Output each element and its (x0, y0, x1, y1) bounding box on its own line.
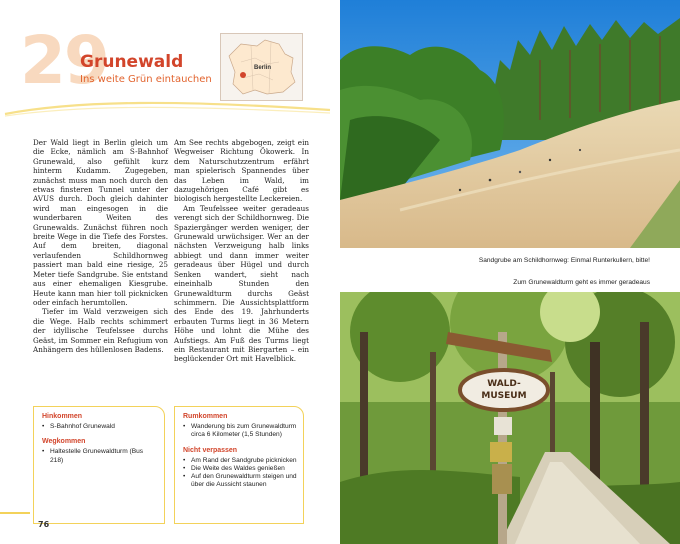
box-list (42, 448, 158, 465)
info-box-travel (33, 406, 165, 524)
chapter-number: 29 (20, 22, 108, 99)
sandpit-image (340, 0, 680, 248)
info-box-tips (174, 406, 304, 524)
caption-forest-path: Zum Grunewaldturm geht es immer geradeaus (513, 279, 650, 286)
caption-sandpit: Sandgrube am Schildhornweg: Einmal Runterkullern, bitte! (478, 257, 650, 264)
page-number: 76 (38, 520, 50, 529)
locator-map (220, 33, 303, 101)
paragraph: Am See rechts abgebogen, zeigt ein Wegweiser Richtung Ökowerk. In dem Naturschutzzentrum erfährt man spielerisch Spannendes über das Leben im Wald, im dazugehörigen Café gibt es biologisch hergestellte Leckereien. (174, 138, 309, 204)
box-list (183, 423, 297, 440)
paragraph: Am Teufelssee weiter geradeaus verengt sich der Schildhornweg. Die Spaziergänger werden weniger, der Grunewald urwüchsiger. Wer an der nächsten Verzweigung halb links abbiegt und dann immer weiter geradeaus über Hügel und durch Senken wandert, sieht nach eineinhalb Stunden den Grunewaldturm durchs Geäst schimmern. Die Aussichtsplattform des Ende des 19. Jahrhunderts erbauten Turms liegt in 36 Metern Höhe und lohnt die Mühe des Aufstiegs. Am Fuß des Turms liegt ein Restaurant mit Biergarten – ein beglückender Ort mit Havelblick. (174, 203, 309, 364)
box-heading: Nicht verpassen (183, 446, 238, 454)
footer-rule (0, 512, 30, 514)
sign-text-line1: WALD- (487, 379, 521, 389)
photo-forest-path (340, 292, 680, 544)
photo-sandpit (340, 0, 680, 248)
forest-path-image (340, 292, 680, 544)
chapter-subtitle: Ins weite Grün eintauchen (80, 74, 212, 85)
list-item: • Wanderung bis zum Grunewaldturm circa 6 Kilometer (1,5 Stunden) (183, 423, 297, 440)
list-item: • Die Weite des Waldes genießen (183, 465, 297, 473)
box-list (42, 423, 158, 431)
box-heading: Rumkommen (183, 413, 228, 420)
chapter-title: Grunewald (80, 52, 184, 72)
paragraph: Tiefer im Wald verzweigen sich die Wege. Halb rechts schimmert der idyllische Teufelssee durchs Geäst, im Sommer ein Refugium von Anhängern des hüllenlosen Badens. (33, 307, 168, 354)
text-column-right (174, 138, 309, 364)
list-item: • Am Rand der Sandgrube picknicken (183, 457, 297, 465)
box-heading: Hinkommen (42, 413, 83, 420)
paragraph: Der Wald liegt in Berlin gleich um die Ecke, nämlich am S-Bahnhof Grunewald, also gefühlt kurz hinterm Kudamm. Zugegeben, zunächst muss man noch durch den etwas finsteren Tunnel unter der AVUS durch. Doch gleich dahinter wird man eingesogen in die wunderbaren Weiten des Grunewalds. Zunächst führen noch breite Wege in die Tiefe des Forstes. Auf dem breiten, diagonal verlaufenden Schildhornweg passiert man bald eine riesige, 25 Meter tiefe Sandgrube. Sie entstand aus einer ehemaligen Kiesgrube. Heute kann man hier toll picknicken oder einfach herumtollen. (33, 138, 168, 307)
box-list (183, 457, 297, 490)
sign-text-line2: MUSEUM (481, 391, 527, 401)
box-heading: Wegkommen (42, 438, 86, 446)
text-column-left (33, 138, 168, 354)
list-item: • S-Bahnhof Grunewald (42, 423, 158, 431)
list-item: • Haltestelle Grunewaldturm (Bus 218) (42, 448, 158, 465)
list-item: • Auf den Grunewaldturm steigen und über die Aussicht staunen (183, 473, 297, 490)
map-label: Berlin (254, 65, 272, 71)
